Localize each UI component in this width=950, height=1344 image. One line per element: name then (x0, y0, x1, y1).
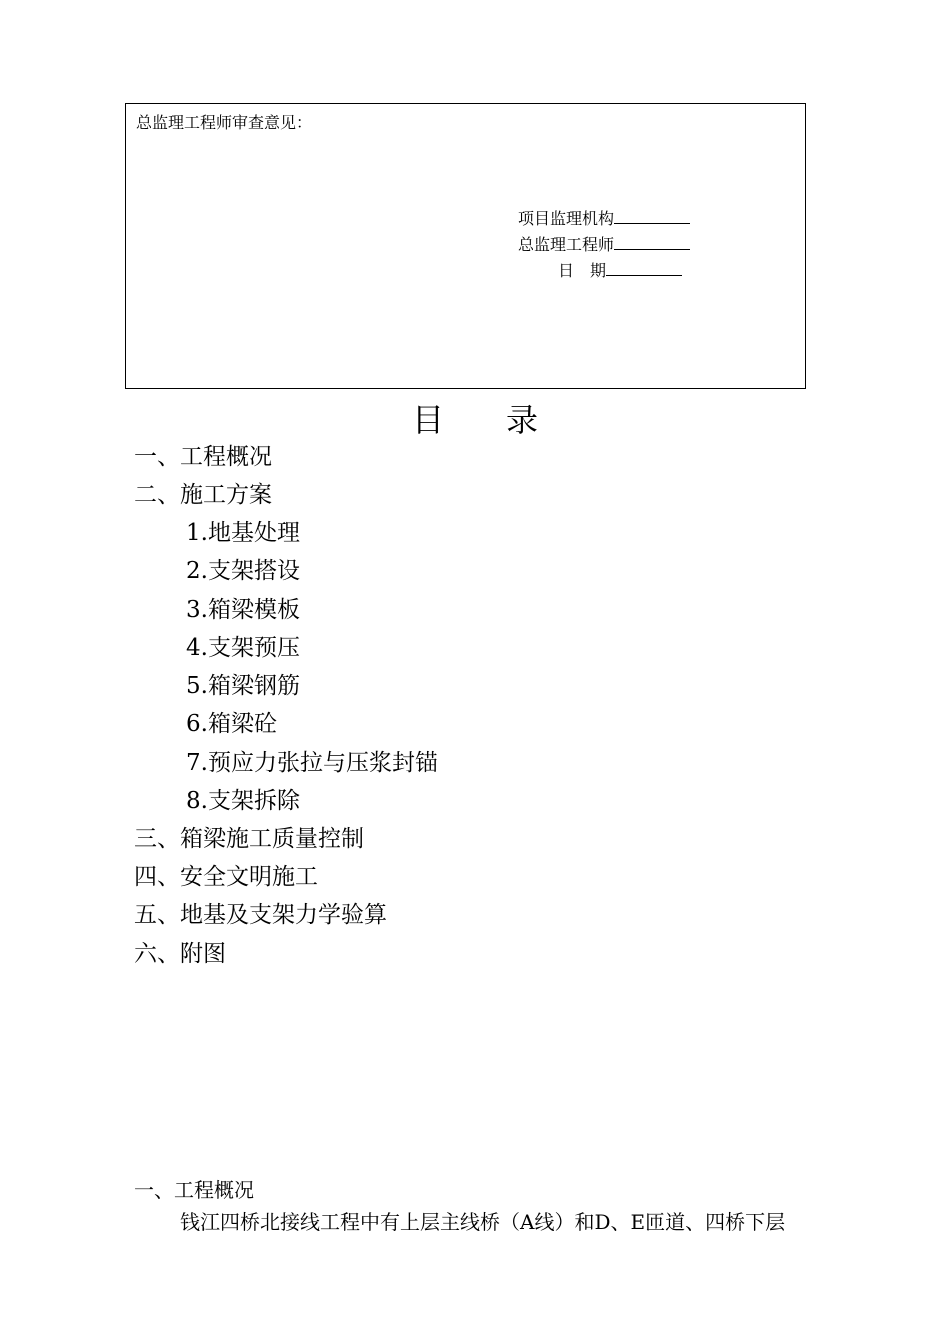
chief-engineer-line (518, 232, 690, 255)
toc-item[interactable]: 3.箱梁模板 (186, 597, 300, 623)
toc-title (0, 395, 950, 441)
toc-item[interactable]: 二、施工方案 (134, 482, 272, 508)
toc-item[interactable]: 6.箱梁砼 (186, 711, 277, 737)
org-label: 项目监理机构 (518, 209, 615, 228)
supervisor-review-box (125, 103, 806, 389)
toc-item[interactable]: 1.地基处理 (186, 520, 300, 546)
date-blank[interactable] (606, 259, 682, 276)
date-line (558, 258, 682, 281)
toc-item[interactable]: 三、箱梁施工质量控制 (134, 826, 364, 852)
toc-item[interactable]: 2.支架搭设 (186, 558, 300, 584)
toc-item[interactable]: 4.支架预压 (186, 635, 300, 661)
toc-item[interactable]: 8.支架拆除 (186, 788, 300, 814)
toc-item[interactable]: 五、地基及支架力学验算 (134, 902, 387, 928)
org-signature-blank[interactable] (614, 207, 690, 224)
section-body-text: 钱江四桥北接线工程中有上层主线桥（A线）和D、E匝道、四桥下层 (180, 1210, 786, 1234)
engineer-label: 总监理工程师 (518, 235, 615, 254)
toc-item[interactable]: 一、工程概况 (134, 444, 272, 470)
toc-item[interactable]: 7.预应力张拉与压浆封锚 (186, 750, 438, 776)
section-heading: 一、工程概况 (134, 1178, 254, 1202)
project-supervision-org-line (518, 206, 690, 229)
toc-item[interactable]: 5.箱梁钢筋 (186, 673, 300, 699)
toc-item[interactable]: 六、附图 (134, 941, 226, 967)
toc-title-right: 录 (506, 401, 539, 439)
toc-item[interactable]: 四、安全文明施工 (134, 864, 318, 890)
toc-title-left: 目 (411, 401, 444, 439)
engineer-signature-blank[interactable] (614, 233, 690, 250)
date-label: 日 期 (558, 261, 607, 280)
review-heading: 总监理工程师审查意见： (136, 113, 313, 132)
